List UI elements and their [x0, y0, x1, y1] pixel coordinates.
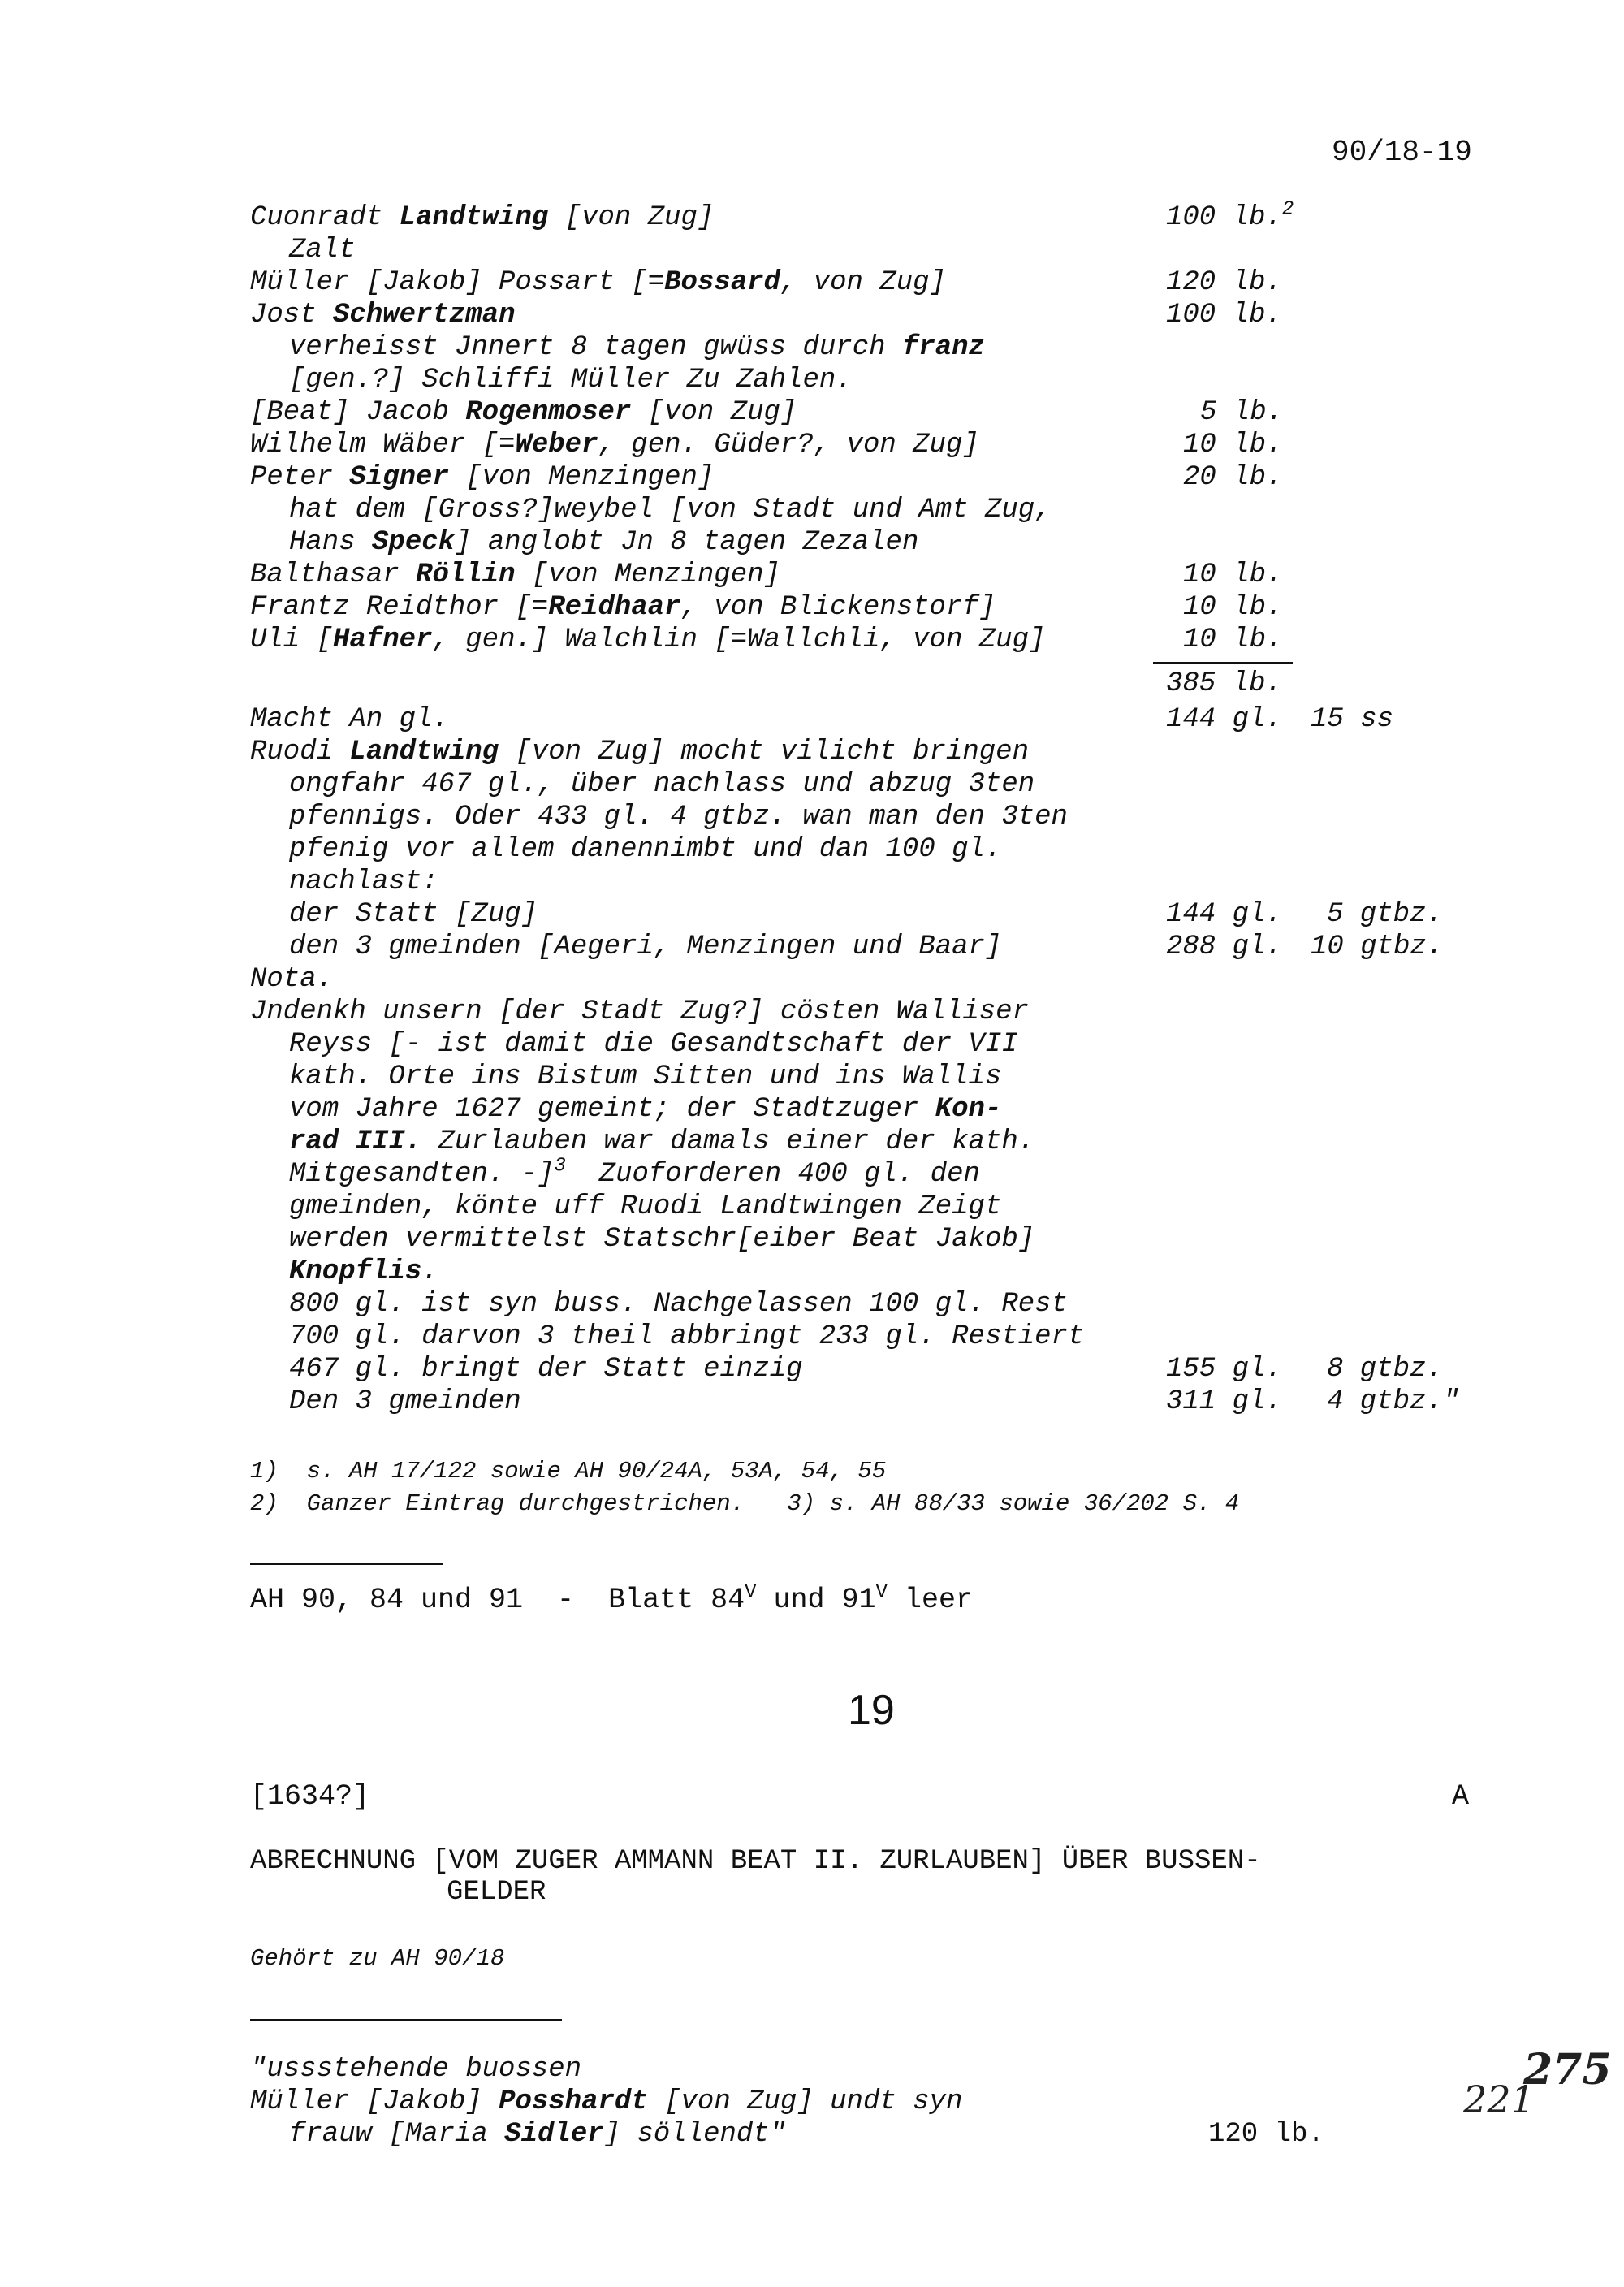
ruodi-line-3: pfenig vor allem danennimbt und dan 100 gl. [289, 834, 1002, 865]
entry-note-weybel: hat dem [Gross?]weybel [von Stadt und Amt Zug, [289, 495, 1052, 525]
nota-line-12: 467 gl. bringt der Statt einzig [289, 1354, 803, 1385]
gmeinden-label: den 3 gmeinden [Aegeri, Menzingen und Baar] [289, 932, 1002, 962]
nota-line-12-gtbz: 8 gtbz. [1327, 1354, 1443, 1385]
nota-line-3: kath. Orte ins Bistum Sitten und ins Wallis [289, 1061, 1002, 1092]
statt-label: der Statt [Zug] [289, 899, 538, 930]
amount-walchlin: 10 lb. [1183, 625, 1283, 655]
macht-gl: 144 gl. [1166, 704, 1282, 735]
quote-line-3: frauw [Maria Sidler] söllendt" [289, 2119, 787, 2150]
nota-line-9: Knopflis. [289, 1256, 438, 1287]
entry-weber: Wilhelm Wäber [=Weber, gen. Güder?, von Zug] [250, 430, 979, 460]
handwritten-page-number-top: 275 [1523, 2045, 1612, 2095]
amount-rogenmoser: 5 lb. [1200, 397, 1284, 428]
amount-signer: 20 lb. [1183, 462, 1283, 493]
nota-line-11: 700 gl. darvon 3 theil abbringt 233 gl. Restiert [289, 1321, 1085, 1352]
nota-line-4: vom Jahre 1627 gemeint; der Stadtzuger Kon- [289, 1094, 1002, 1125]
nota-line-10: 800 gl. ist syn buss. Nachgelassen 100 gl. Rest [289, 1289, 1068, 1320]
entry-walchlin: Uli [Hafner, gen.] Walchlin [=Wallchli, von Zug] [250, 625, 1046, 655]
nota-line-13-gtbz: 4 gtbz." [1327, 1386, 1460, 1417]
nota-label: Nota. [250, 964, 334, 995]
nota-line-1: Jndenkh unsern [der Stadt Zug?] cösten Walliser [250, 997, 1029, 1027]
nota-line-7: gmeinden, könte uff Ruodi Landtwingen Zeigt [289, 1191, 1002, 1222]
ruodi-entry: Ruodi Landtwing [von Zug] mocht vilicht bringen [250, 737, 1029, 767]
footnote-2: 2) Ganzer Eintrag durchgestrichen. 3) s. AH 88/33 sowie 36/202 S. 4 [250, 1490, 1240, 1517]
entry-note-speck: Hans Speck] anglobt Jn 8 tagen Zezalen [289, 527, 919, 558]
entry-rogenmoser: [Beat] Jacob Rogenmoser [von Zug] [250, 397, 797, 428]
entry-reidhaar: Frantz Reidthor [=Reidhaar, von Blickenstorf] [250, 592, 996, 623]
nota-line-2: Reyss [- ist damit die Gesandtschaft der VII [289, 1029, 1018, 1060]
gmeinden-gtbz: 10 gtbz. [1311, 932, 1444, 962]
macht-ss: 15 ss [1311, 704, 1394, 735]
entry-possart: Müller [Jakob] Possart [=Bossard, von Zug] [250, 267, 946, 298]
quote-line-2: Müller [Jakob] Posshardt [von Zug] undt syn [250, 2086, 963, 2117]
nota-line-13: Den 3 gmeinden [289, 1386, 521, 1417]
statt-gtbz: 5 gtbz. [1327, 899, 1443, 930]
amount-possart: 120 lb. [1166, 267, 1282, 298]
gmeinden-gl: 288 gl. [1166, 932, 1282, 962]
statt-gl: 144 gl. [1166, 899, 1282, 930]
separator-rule [250, 1563, 443, 1565]
entry-note-zalt: Zalt [289, 235, 356, 266]
total-amount: 385 lb. [1166, 668, 1282, 699]
quote-line-1: "ussstehende buossen [250, 2054, 582, 2085]
entry-landtwing: Cuonradt Landtwing [von Zug] [250, 202, 715, 233]
ruodi-line-1: ongfahr 467 gl., über nachlass und abzug 3ten [289, 769, 1035, 800]
nota-line-8: werden vermittelst Statschr[eiber Beat Jakob] [289, 1224, 1035, 1255]
blatt-note: AH 90, 84 und 91 - Blatt $84^V$ und $91^V$ leer [250, 1581, 973, 1616]
nota-line-5: rad III. Zurlauben war damals einer der kath. [289, 1126, 1035, 1157]
entry-note-schliffi: [gen.?] Schliffi Müller Zu Zahlen. [289, 365, 853, 396]
entry-roellin: Balthasar Röllin [von Menzingen] [250, 560, 780, 590]
entry-signer: Peter Signer [von Menzingen] [250, 462, 715, 493]
quote-amount: 120 lb. [1208, 2119, 1324, 2150]
section-number: 19 [848, 1687, 895, 1734]
section-letter: A [1452, 1780, 1470, 1813]
section-title-line-2: GELDER [447, 1877, 546, 1908]
sum-rule [1153, 662, 1293, 664]
footnote-1: 1) s. AH 17/122 sowie AH 90/24A, 53A, 54, 55 [250, 1458, 887, 1485]
nota-line-13-gl: 311 gl. [1166, 1386, 1282, 1417]
amount-roellin: 10 lb. [1183, 560, 1283, 590]
entry-schwertzman: Jost Schwertzman [250, 300, 516, 331]
ruodi-line-4: nachlast: [289, 867, 438, 897]
section-title-line-1: ABRECHNUNG [VOM ZUGER AMMANN BEAT II. ZURLAUBEN] ÜBER BUSSEN- [250, 1846, 1261, 1877]
handwritten-page-number-bottom: 221 [1463, 2077, 1535, 2121]
page-reference: 90/18-19 [1332, 136, 1472, 169]
section-rule [250, 2019, 562, 2021]
amount-landtwing: 100 lb.$^2$ [1166, 198, 1294, 233]
nota-line-12-gl: 155 gl. [1166, 1354, 1282, 1385]
amount-schwertzman: 100 lb. [1166, 300, 1282, 331]
nota-line-6: Mitgesandten. -]$^3$ Zuoforderen 400 gl. den [289, 1155, 980, 1190]
macht-label: Macht An gl. [250, 704, 449, 735]
amount-weber: 10 lb. [1183, 430, 1283, 460]
amount-reidhaar: 10 lb. [1183, 592, 1283, 623]
entry-note-verheisst: verheisst Jnnert 8 tagen gwüss durch franz [289, 332, 985, 363]
section-belongs: Gehört zu AH 90/18 [250, 1945, 505, 1972]
ruodi-line-2: pfennigs. Oder 433 gl. 4 gtbz. wan man den 3ten [289, 802, 1068, 832]
section-date: [1634?] [250, 1780, 370, 1813]
